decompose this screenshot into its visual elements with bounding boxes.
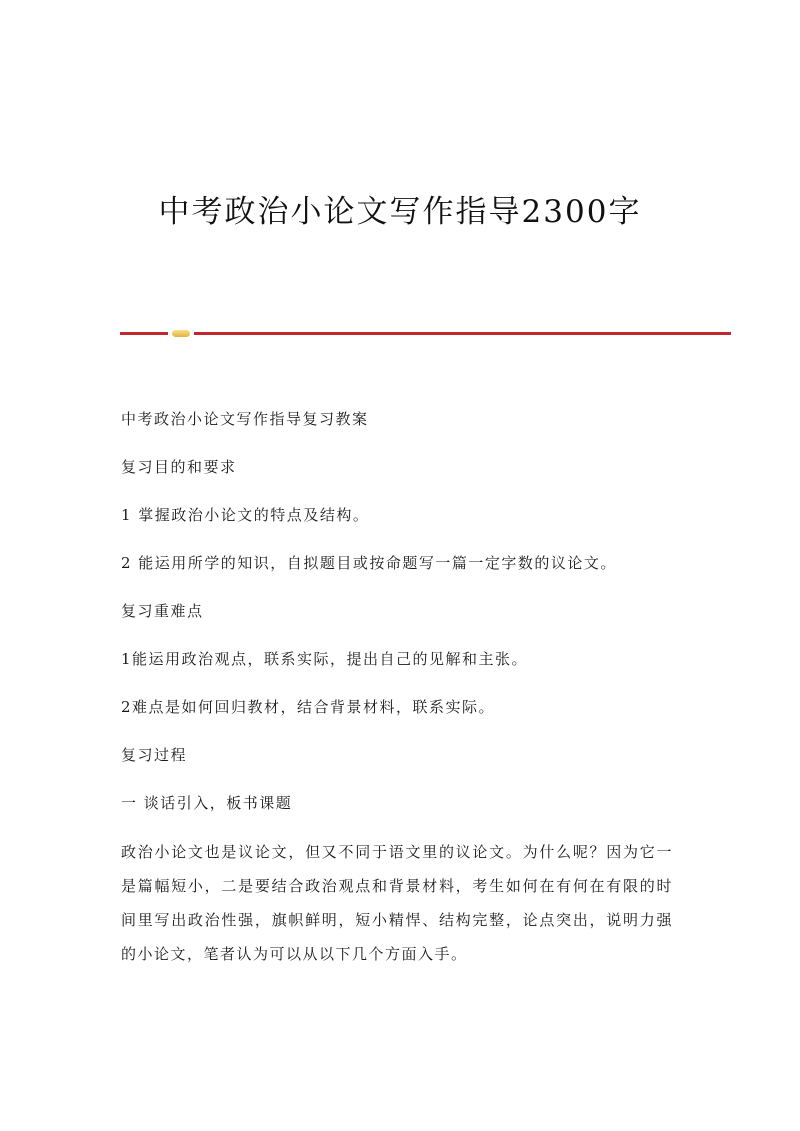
section-heading-process: 复习过程 xyxy=(121,746,188,764)
title-divider xyxy=(120,330,731,338)
divider-line-left xyxy=(120,332,168,335)
process-step-1: 一 谈话引入，板书课题 xyxy=(121,794,293,812)
body-paragraph: 政治小论文也是议论文，但又不同于语文里的议论文。为什么呢？因为它一是篇幅短小，二是要结合政治观点和背景材料，考生如何在有何在有限的时间里写出政治性强，旗帜鲜明，短小精悍、结构完整，论点突出，说明力强的小论文，笔者认为可以从以下几个方面入手。 xyxy=(121,843,673,963)
key-point-item-1: 1能运用政治观点，联系实际，提出自己的见解和主张。 xyxy=(121,650,529,668)
key-point-item-2: 2难点是如何回归教材，结合背景材料，联系实际。 xyxy=(121,698,496,716)
divider-ornament-icon xyxy=(172,330,190,337)
divider-line-right xyxy=(194,332,731,335)
document-body xyxy=(121,403,673,987)
objective-item-2: 2 能运用所学的知识，自拟题目或按命题写一篇一定字数的议论文。 xyxy=(121,554,617,572)
lesson-plan-heading: 中考政治小论文写作指导复习教案 xyxy=(121,410,369,428)
document-title: 中考政治小论文写作指导2300字 xyxy=(158,194,642,230)
objective-item-1: 1 掌握政治小论文的特点及结构。 xyxy=(121,506,370,524)
section-heading-objectives: 复习目的和要求 xyxy=(121,458,237,476)
section-heading-key-points: 复习重难点 xyxy=(121,602,204,620)
